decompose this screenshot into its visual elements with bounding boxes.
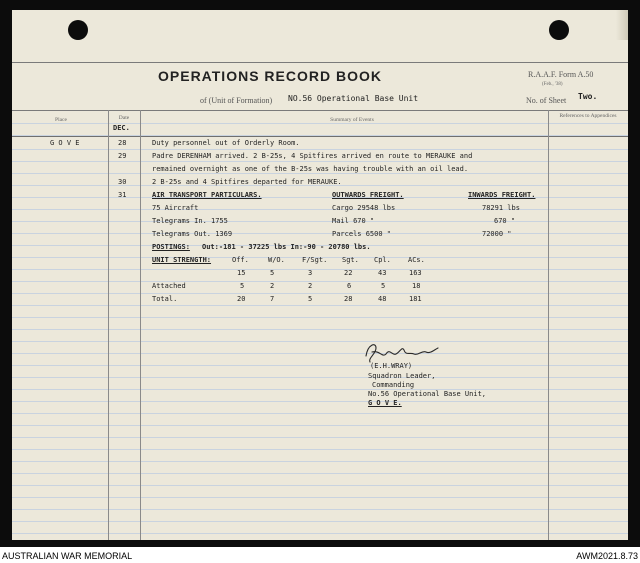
strength-cell: 163 xyxy=(409,269,422,277)
strength-heading: UNIT STRENGTH: xyxy=(152,256,212,264)
inwards-cargo: 78291 lbs xyxy=(482,204,520,212)
paper-fold xyxy=(616,10,628,40)
header-rule-top xyxy=(12,62,628,63)
header-rule-bottom xyxy=(12,110,628,111)
entry-30: 2 B-25s and 4 Spitfires departed for MERAUKE. xyxy=(152,178,342,186)
form-reference-date: (Feb., '38) xyxy=(542,82,563,87)
punch-hole-left xyxy=(68,20,88,40)
strength-cell: 48 xyxy=(378,295,387,303)
summary-references-divider xyxy=(548,110,549,540)
strength-cell: 2 xyxy=(270,282,275,290)
outwards-parcels: Parcels 6500 " xyxy=(332,230,392,238)
outwards-mail: Mail 670 " xyxy=(332,217,375,225)
inwards-mail: 670 " xyxy=(494,217,516,225)
column-header-rule xyxy=(12,136,628,137)
place-column-header: Place xyxy=(55,117,67,123)
strength-cell: 22 xyxy=(344,269,353,277)
telegrams-out: Telegrams Out. 1369 xyxy=(152,230,233,238)
date-column-header: Date xyxy=(118,115,130,121)
strength-cell: 43 xyxy=(378,269,387,277)
strength-cell: 5 xyxy=(240,282,245,290)
inwards-parcels: 72000 " xyxy=(482,230,512,238)
date-29: 29 xyxy=(118,152,127,160)
references-column-header: References to Appendices xyxy=(559,113,617,119)
strength-cell: 6 xyxy=(347,282,352,290)
unit-value: NO.56 Operational Base Unit xyxy=(288,94,419,103)
entry-29-line2: remained overnight as one of the B-25s was having trouble with an oil lead. xyxy=(152,165,469,173)
strength-col-sgt: Sgt. xyxy=(342,256,359,264)
signatory-place: G O V E. xyxy=(368,399,402,407)
date-28: 28 xyxy=(118,139,127,147)
strength-cell: 181 xyxy=(409,295,422,303)
outwards-freight-heading: OUTWARDS FREIGHT. xyxy=(332,191,404,199)
strength-cell: 15 xyxy=(237,269,246,277)
entry-28: Duty personnel out of Orderly Room. xyxy=(152,139,300,147)
strength-cell: 20 xyxy=(237,295,246,303)
postings-text: Out:-181 - 37225 lbs In:-90 - 20780 lbs. xyxy=(202,243,371,251)
postings-label: POSTINGS: xyxy=(152,243,190,251)
strength-col-wo: W/O. xyxy=(268,256,285,264)
form-title: OPERATIONS RECORD BOOK xyxy=(158,68,382,84)
transport-heading: AIR TRANSPORT PARTICULARS. xyxy=(152,191,262,199)
entry-29-line1: Padre DERENHAM arrived. 2 B-25s, 4 Spitfires arrived en route to MERAUKE and xyxy=(152,152,473,160)
strength-col-off: Off. xyxy=(232,256,249,264)
signatory-rank: Squadron Leader, xyxy=(368,372,436,380)
record-sheet xyxy=(12,10,628,540)
strength-cell: 5 xyxy=(381,282,386,290)
punch-hole-right xyxy=(549,20,569,40)
strength-cell: 18 xyxy=(412,282,421,290)
signatory-role: Commanding xyxy=(372,381,415,389)
signatory-name: (E.H.WRAY) xyxy=(370,362,413,370)
unit-label: of (Unit of Formation) xyxy=(200,96,273,105)
strength-cell: 7 xyxy=(270,295,275,303)
month: DEC. xyxy=(113,124,130,132)
signatory-unit: No.56 Operational Base Unit, xyxy=(368,390,487,398)
caption-accession-number: AWM2021.8.73 xyxy=(576,551,638,561)
strength-cell: 2 xyxy=(308,282,313,290)
strength-cell: 3 xyxy=(308,269,313,277)
strength-row-label: Attached xyxy=(152,282,186,290)
inwards-freight-heading: INWARDS FREIGHT. xyxy=(468,191,536,199)
strength-cell: 28 xyxy=(344,295,353,303)
form-reference: R.A.A.F. Form A.50 xyxy=(528,70,594,79)
date-30: 30 xyxy=(118,178,127,186)
caption-institution: AUSTRALIAN WAR MEMORIAL xyxy=(2,551,133,561)
sheet-number-value: Two. xyxy=(578,92,598,101)
strength-col-fsgt: F/Sgt. xyxy=(302,256,328,264)
strength-cell: 5 xyxy=(270,269,275,277)
sheet-number-label: No. of Sheet xyxy=(526,96,567,105)
strength-col-acs: ACs. xyxy=(408,256,425,264)
date-31: 31 xyxy=(118,191,127,199)
telegrams-in: Telegrams In. 1755 xyxy=(152,217,228,225)
summary-column-header: Summary of Events xyxy=(330,117,374,123)
date-summary-divider xyxy=(140,110,141,540)
strength-col-cpl: Cpl. xyxy=(374,256,391,264)
strength-cell: 5 xyxy=(308,295,313,303)
outwards-cargo: Cargo 29548 lbs xyxy=(332,204,396,212)
place-date-divider xyxy=(108,110,109,540)
transport-aircraft: 75 Aircraft xyxy=(152,204,199,212)
strength-row-label: Total. xyxy=(152,295,178,303)
place-value: G O V E xyxy=(50,139,80,147)
